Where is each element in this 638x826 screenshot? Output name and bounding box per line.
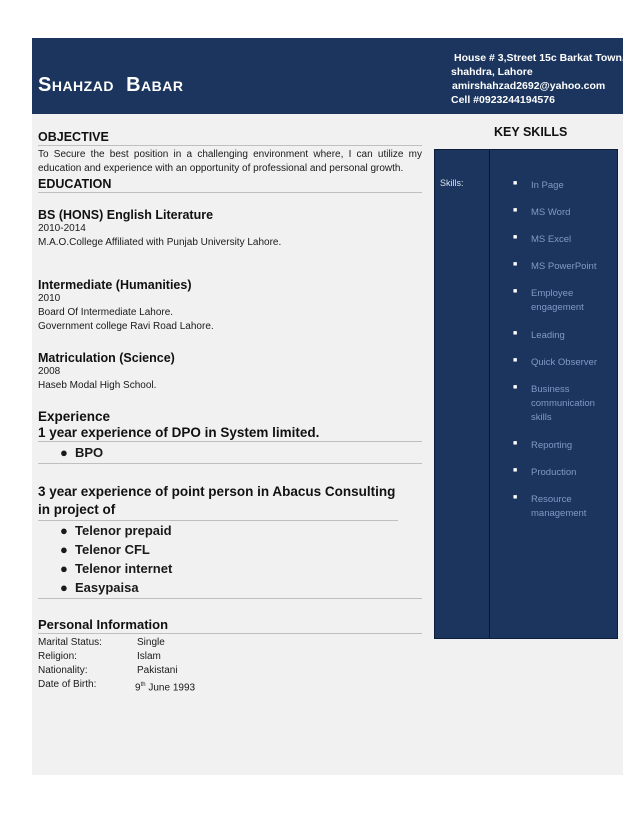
skill-item: Quick Observer [531, 357, 597, 368]
bullet-icon: ■ [513, 440, 518, 447]
skill-item: Business communication skills [531, 384, 595, 423]
bullet-icon: ■ [513, 180, 518, 187]
job-1-title: 1 year experience of DPO in System limited. [38, 425, 422, 442]
header-bar [32, 38, 623, 114]
job-1-list [38, 442, 422, 464]
bullet-icon: ● [60, 445, 68, 460]
personal-info-heading: Personal Information [38, 617, 422, 634]
personal-info-row: Religion: Islam [38, 651, 161, 662]
contact-block [451, 51, 625, 107]
phone: Cell #0923244194576 [451, 94, 555, 106]
degree-title: Intermediate (Humanities) [38, 278, 192, 292]
personal-info-row: Marital Status: Single [38, 637, 165, 648]
skill-item: Employee engagement [531, 288, 584, 313]
education-heading: EDUCATION [38, 177, 422, 193]
bullet-icon: ■ [513, 261, 518, 268]
degree-years: 2010-2014 [38, 223, 86, 234]
main-column [38, 130, 422, 695]
skill-item: Reporting [531, 440, 573, 451]
bullet-icon: ■ [513, 494, 518, 501]
list-item: ● Telenor CFL [60, 542, 150, 557]
email[interactable]: amirshahzad2692@yahoo.com [452, 80, 606, 92]
bullet-icon: ■ [513, 357, 518, 364]
bullet-icon: ■ [513, 384, 518, 391]
degree-institution: Board Of Intermediate Lahore. [38, 307, 174, 318]
education-item [38, 278, 422, 334]
skill-item: Production [531, 467, 577, 478]
degree-years: 2010 [38, 293, 61, 304]
skill-item: MS Excel [531, 234, 572, 245]
objective-text: To Secure the best position in a challenging environment where, I can utilize my education and experience with an opportunity of professional and personal growth. [38, 149, 422, 174]
bullet-icon: ● [60, 561, 68, 576]
skills-label: Skills: [440, 178, 464, 188]
list-item: ● BPO [60, 445, 104, 460]
personal-info-table [38, 636, 422, 695]
degree-title: BS (HONS) English Literature [38, 208, 214, 222]
key-skills-panel [434, 149, 618, 639]
panel-divider [489, 150, 490, 638]
skill-item: In Page [531, 180, 564, 191]
objective-heading: OBJECTIVE [38, 130, 422, 146]
skill-item: Leading [531, 330, 565, 341]
degree-institution: M.A.O.College Affiliated with Punjab University Lahore. [38, 237, 282, 248]
personal-info-row: Date of Birth: 9th June 1993 [38, 679, 196, 694]
degree-institution-extra: Government college Ravi Road Lahore. [38, 321, 214, 332]
skill-item: MS PowerPoint [531, 261, 597, 272]
list-item: ● Telenor internet [60, 561, 173, 576]
bullet-icon: ■ [513, 467, 518, 474]
resume-page [32, 38, 623, 775]
skill-item: Resource management [531, 494, 587, 519]
education-item [38, 351, 422, 393]
degree-institution: Haseb Modal High School. [38, 380, 157, 391]
job-2-list [38, 521, 422, 599]
personal-info-row: Nationality: Pakistani [38, 665, 178, 676]
degree-title: Matriculation (Science) [38, 351, 175, 365]
bullet-icon: ● [60, 523, 68, 538]
key-skills-heading: KEY SKILLS [494, 125, 568, 139]
experience-heading: Experience [38, 409, 111, 424]
bullet-icon: ● [60, 580, 68, 595]
date-of-birth: 9th June 1993 [135, 682, 196, 694]
list-item: ● Easypaisa [60, 580, 139, 595]
bullet-icon: ■ [513, 330, 518, 337]
address-line-2: shahdra, Lahore [451, 66, 533, 78]
job-2-title: 3 year experience of point person in Abacus Consulting in project of [38, 483, 398, 521]
bullet-icon: ● [60, 542, 68, 557]
bullet-icon: ■ [513, 234, 518, 241]
skill-item: MS Word [531, 207, 571, 218]
education-item [38, 208, 422, 250]
bullet-icon: ■ [513, 288, 518, 295]
degree-years: 2008 [38, 366, 61, 377]
candidate-name: Shahzad Babar [38, 74, 184, 96]
address-line-1: House # 3,Street 15c Barkat Town, [454, 52, 625, 64]
list-item: ● Telenor prepaid [60, 523, 172, 538]
bullet-icon: ■ [513, 207, 518, 214]
